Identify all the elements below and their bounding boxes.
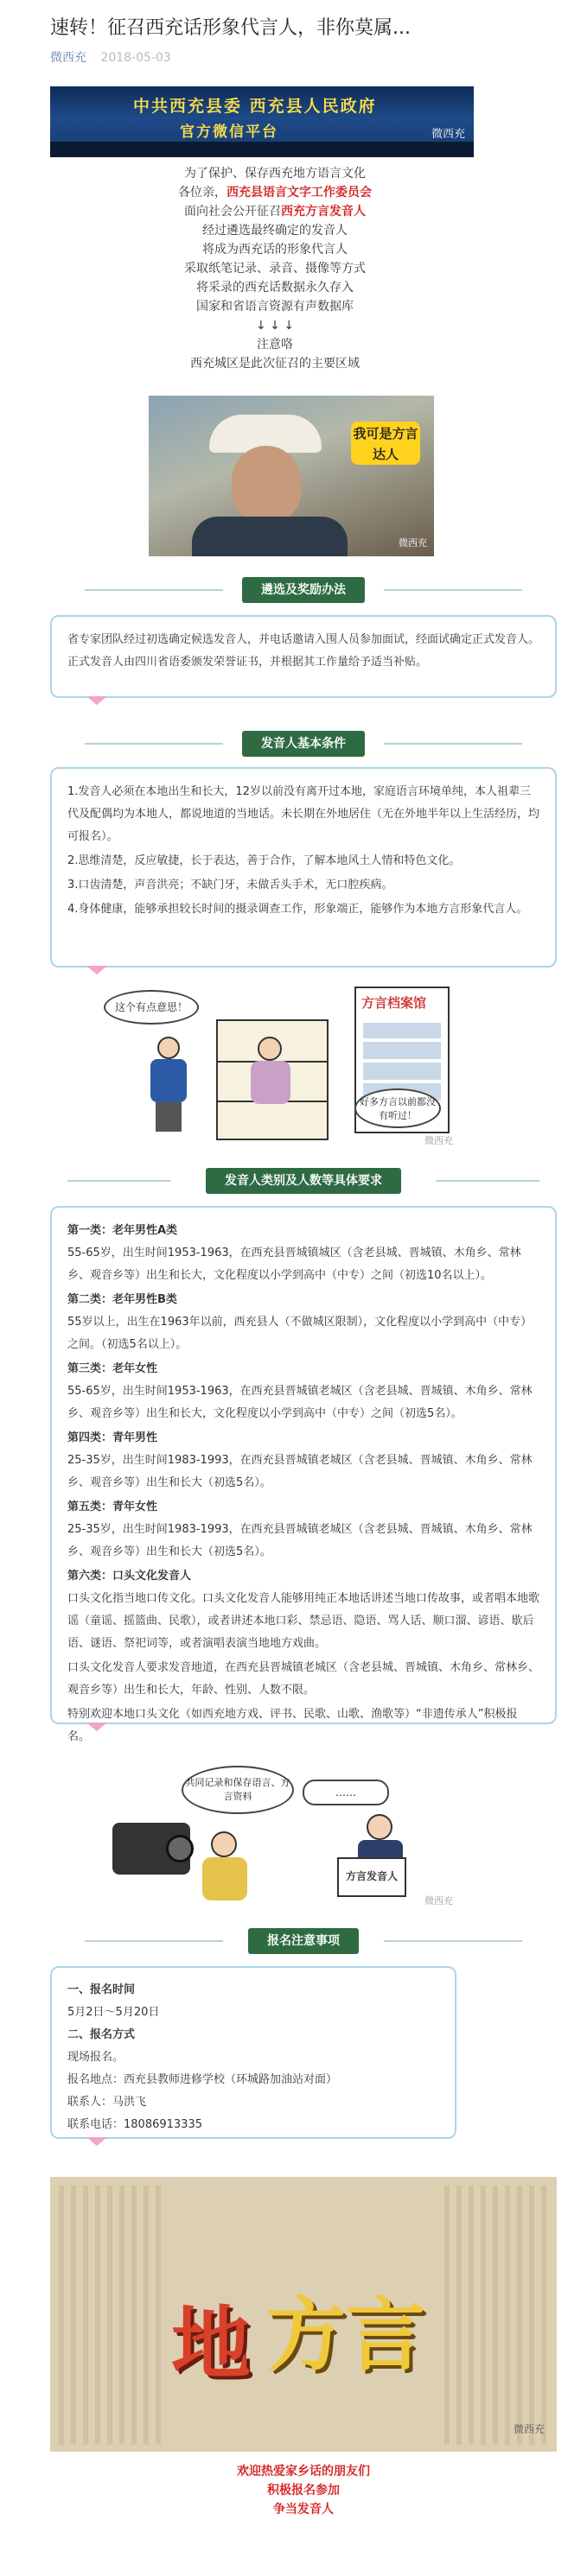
footer-line: 积极报名参加 bbox=[267, 2484, 340, 2497]
registration-method: 现场报名。 bbox=[67, 2051, 124, 2064]
section-heading-categories: 发音人类别及人数等具体要求 bbox=[50, 1168, 557, 1194]
cartoon-bubble: 共同记录和保存语言、方言资料 bbox=[182, 1766, 294, 1814]
category-item: 第四类：青年男性 25-35岁，出生时间1983-1993，在西充县晋城镇老城区（含老县城、晋城镇、木角乡、常林乡、观音乡等）出生和长大（初选5名）。 bbox=[67, 1431, 533, 1489]
intro-line: 各位亲，西充县语言文字工作委员会 bbox=[178, 186, 372, 200]
article-title: 速转！征召西充话形象代言人，非你莫属... bbox=[50, 17, 411, 39]
spokesman-photo bbox=[149, 396, 434, 556]
intro-line: 将采录的西充话数据永久存入 bbox=[196, 281, 354, 295]
dialect-poster bbox=[50, 2177, 557, 2452]
footer-call-to-action bbox=[50, 2462, 557, 2519]
condition-item: 2.思维清楚，反应敏捷，长于表达，善于合作，了解本地风土人情和特色文化。 bbox=[67, 854, 461, 867]
registration-contact: 联系人：马洪飞 bbox=[67, 2096, 147, 2109]
category-item: 口头文化发音人要求发音地道，在西充县晋城镇老城区（含老县城、晋城镇、木角乡、常林乡、观音乡等）出生和长大，年龄、性别、人数不限。 bbox=[67, 1661, 540, 1697]
section-heading-registration: 报名注意事项 bbox=[50, 1928, 557, 1954]
footer-line: 争当发音人 bbox=[273, 2503, 334, 2516]
intro-line: 采取纸笔记录、录音、摄像等方式 bbox=[184, 262, 366, 276]
author-link[interactable]: 微西充 bbox=[50, 51, 86, 65]
registration-phone[interactable]: 联系电话：18086913335 bbox=[67, 2118, 202, 2131]
poster-watermark: 微西充 bbox=[513, 2423, 545, 2435]
podium-sign: 方言发音人 bbox=[337, 1857, 406, 1897]
publish-date: 2018-05-03 bbox=[100, 51, 171, 65]
section-heading-selection: 遴选及奖励办法 bbox=[50, 577, 557, 603]
banner-line1: 中共西充县委 西充县人民政府 bbox=[133, 97, 377, 116]
camera-icon bbox=[112, 1823, 190, 1875]
intro-line: 为了保护、保存西充地方语言文化 bbox=[184, 167, 366, 181]
cartoon-woman-icon bbox=[251, 1037, 290, 1114]
category-item: 第六类：口头文化发音人 口头文化指当地口传文化。口头文化发音人能够用纯正本地话讲述当地口传故事，或者唱本地歌谣（童谣、摇篮曲、民歌），或者讲述本地口彩、禁忌语、隐语、骂人话、顺口溜、谚语、歇后语、谜语、祭祀词等，或者演唱表演当地地方戏曲。 bbox=[67, 1570, 540, 1650]
footer-line: 欢迎热爱家乡话的朋友们 bbox=[237, 2465, 370, 2478]
category-item: 第五类：青年女性 25-35岁，出生时间1983-1993，在西充县晋城镇老城区（含老县城、晋城镇、木角乡、常林乡、观音乡等）出生和长大（初选5名）。 bbox=[67, 1501, 533, 1558]
selection-box bbox=[50, 615, 557, 698]
photo-watermark: 微西充 bbox=[399, 537, 427, 549]
cartoon-recording bbox=[95, 1762, 458, 1909]
intro-line: 西充城区是此次征召的主要区域 bbox=[190, 357, 360, 371]
condition-item: 1.发音人必须在本地出生和长大，12岁以前没有离开过本地，家庭语言环境单纯，本人祖辈三代及配偶均为本地人，都说地道的当地话。未长期在外地居住（无在外地半年以上生活经历，均可报名）。 bbox=[67, 785, 540, 843]
banner-line2: 官方微信平台 bbox=[180, 124, 278, 141]
category-item: 第三类：老年女性 55-65岁，出生时间1953-1963，在西充县晋城镇老城区（含老县城、晋城镇、木角乡、常林乡、观音乡等）出生和长大，文化程度以小学到高中（中专）之间（初选5名）。 bbox=[67, 1362, 533, 1420]
registration-method-heading: 二、报名方式 bbox=[67, 2028, 136, 2041]
registration-place: 报名地点：西充县教师进修学校（环城路加油站对面） bbox=[67, 2073, 338, 2086]
intro-line: 将成为西充话的形象代言人 bbox=[202, 243, 348, 257]
poster-title: 地 方言 bbox=[171, 2288, 426, 2390]
intro-line: 国家和省语言资源有声数据库 bbox=[196, 300, 354, 314]
registration-date: 5月2日～5月20日 bbox=[67, 2006, 160, 2019]
intro-line: ↓ ↓ ↓ bbox=[255, 319, 295, 333]
section-heading-conditions: 发音人基本条件 bbox=[50, 731, 557, 757]
category-item: 特别欢迎本地口头文化（如西充地方戏、评书、民歌、山歌、渔歌等）“非遗传承人”积极报名。 bbox=[67, 1708, 518, 1743]
header-banner bbox=[50, 86, 474, 157]
intro-line: 注意咯 bbox=[257, 338, 293, 352]
intro-line: 面向社会公开征召西充方言发音人 bbox=[184, 205, 366, 219]
category-item: 第一类：老年男性A类 55-65岁，出生时间1953-1963，在西充县晋城镇城区（含老县城、晋城镇、木角乡、常林乡、观音乡等）出生和长大，文化程度以小学到高中（中专）之间（初选10名以上）。 bbox=[67, 1224, 521, 1282]
cartoon-archive bbox=[95, 985, 458, 1149]
dialect-tag: 我可是方言达人 bbox=[351, 422, 420, 465]
cartoon-bubble: 这个有点意思！ bbox=[104, 990, 199, 1025]
face-graphic bbox=[232, 446, 301, 523]
cartoon-man-icon bbox=[147, 1037, 190, 1132]
article-meta bbox=[50, 48, 171, 66]
skyline-graphic bbox=[50, 142, 474, 157]
registration-time-heading: 一、报名时间 bbox=[67, 1983, 136, 1996]
condition-item: 4.身体健康，能够承担较长时间的摄录调查工作，形象端正，能够作为本地方言形象代言人。 bbox=[67, 903, 528, 916]
category-item: 第二类：老年男性B类 55岁以上，出生在1963年以前，西充县人（不做城区限制），文化程度以小学到高中（中专）之间。（初选5名以上）。 bbox=[67, 1293, 533, 1351]
archive-board: 方言档案馆 bbox=[354, 987, 450, 1133]
condition-item: 3.口齿清楚，声音洪亮；不缺门牙，未做舌头手术，无口腔疾病。 bbox=[67, 879, 393, 891]
registration-box bbox=[50, 1966, 456, 2139]
conditions-box bbox=[50, 767, 557, 968]
banner-logo: 微西充 bbox=[431, 128, 465, 141]
intro-line: 经过遴选最终确定的发音人 bbox=[202, 224, 348, 238]
intro-text bbox=[50, 164, 500, 373]
cartoon-watermark: 微西充 bbox=[424, 1135, 453, 1146]
cartoon-bubble: 好多方言以前都没有听过！ bbox=[354, 1088, 441, 1128]
cartoon-watermark: 微西充 bbox=[424, 1895, 453, 1907]
cartoon-bubble: …… bbox=[303, 1780, 389, 1805]
categories-box bbox=[50, 1206, 557, 1743]
cartoon-reporter-icon bbox=[199, 1831, 251, 1900]
coat-graphic bbox=[192, 517, 348, 556]
selection-text: 省专家团队经过初选确定候选发音人，并电话邀请入围人员参加面试，经面试确定正式发音人。正式发音人由四川省语委颁发荣誉证书，并根据其工作量给予适当补贴。 bbox=[67, 633, 540, 669]
